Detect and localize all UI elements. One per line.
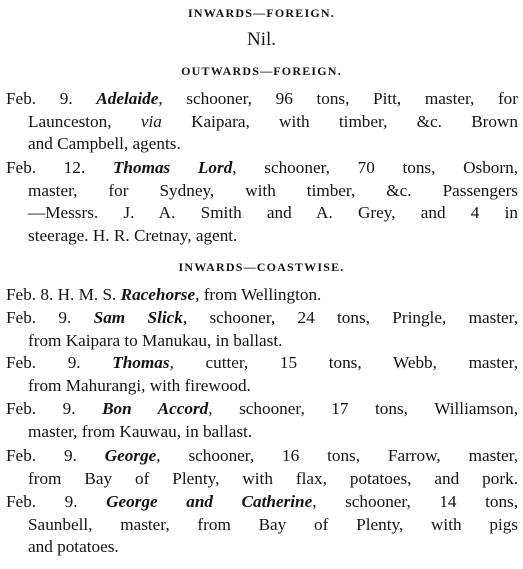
entry-line: master, for Sydney, with timber, &c. Passengers [28, 180, 518, 200]
entry-date: Feb. 9. [6, 308, 72, 327]
entry-line: master, from Kauwau, in ballast. [28, 421, 253, 441]
entry-line: Saunbell, master, from Bay of Plenty, with pigs [28, 514, 518, 534]
entry-date: Feb. 9. [6, 492, 78, 511]
entry-text: , schooner, 17 tons, Williamson, [208, 399, 519, 418]
entry-date: Feb. 9. [6, 89, 73, 108]
entry-text: , schooner, 16 tons, Farrow, master, [156, 446, 519, 465]
ship-name: Racehorse [120, 285, 196, 304]
entry-text: , schooner, 14 tons, [312, 492, 519, 511]
entry-text: , schooner, 96 tons, Pitt, master, for [158, 89, 518, 108]
entry-line: from Kaipara to Manukau, in ballast. [28, 330, 283, 350]
ship-name: George and Catherine [106, 492, 313, 511]
entry-date: Feb. 9. [6, 446, 77, 465]
ship-name: Sam Slick [93, 308, 183, 327]
outwards-entry [6, 88, 518, 156]
nil-notice: Nil. [246, 29, 277, 50]
entry-line: steerage. H. R. Cretnay, agent. [28, 225, 238, 245]
entry-text: , schooner, 24 tons, Pringle, master, [182, 308, 519, 327]
entry-line [6, 307, 518, 330]
outwards-entry [6, 157, 518, 247]
heading-inwards-foreign: INWARDS—FOREIGN. [188, 6, 335, 20]
ship-name: Thomas Lord [112, 158, 233, 177]
heading-inwards-coastwise: INWARDS—COASTWISE. [178, 260, 345, 274]
entry-text: , schooner, 70 tons, Osborn, [232, 158, 518, 177]
coastwise-entry [6, 307, 518, 352]
ship-name: Adelaide [96, 89, 159, 108]
entry-line [6, 111, 518, 134]
entry-text: , from Wellington. [195, 285, 322, 304]
entry-date: Feb. 8. [6, 285, 54, 304]
coastwise-entry [6, 398, 518, 443]
entry-line: and Campbell, agents. [28, 134, 181, 153]
entry-line [6, 352, 518, 375]
coastwise-entry [6, 284, 518, 307]
entry-prefix: H. M. S. [57, 285, 117, 304]
entry-text: , cutter, 15 tons, Webb, master, [169, 353, 518, 372]
entry-line [6, 88, 518, 111]
entry-line: —Messrs. J. A. Smith and A. Grey, and 4 in [28, 203, 518, 222]
coastwise-entry [6, 352, 518, 397]
entry-date: Feb. 9. [6, 399, 76, 418]
entry-line [6, 284, 518, 307]
entry-line: from Mahurangi, with firewood. [28, 375, 251, 395]
entry-line [6, 398, 518, 421]
entry-date: Feb. 12. [6, 158, 86, 177]
entry-line [6, 157, 518, 180]
entry-via: via [140, 111, 162, 131]
ship-name: George [104, 446, 157, 465]
entry-text: Kaipara, with timber, &c. Brown [191, 111, 518, 131]
entry-line [6, 491, 518, 514]
coastwise-entry [6, 445, 518, 490]
ship-name: Thomas [112, 353, 170, 372]
entry-date: Feb. 9. [6, 353, 81, 372]
entry-line [6, 445, 518, 468]
entry-line: and potatoes. [28, 537, 119, 556]
heading-outwards-foreign: OUTWARDS—FOREIGN. [181, 64, 342, 78]
ship-name: Bon Accord [102, 399, 209, 418]
entry-text: Launceston, [28, 111, 112, 131]
entry-line: from Bay of Plenty, with flax, potatoes, and pork. [28, 468, 518, 488]
coastwise-entry [6, 491, 518, 559]
